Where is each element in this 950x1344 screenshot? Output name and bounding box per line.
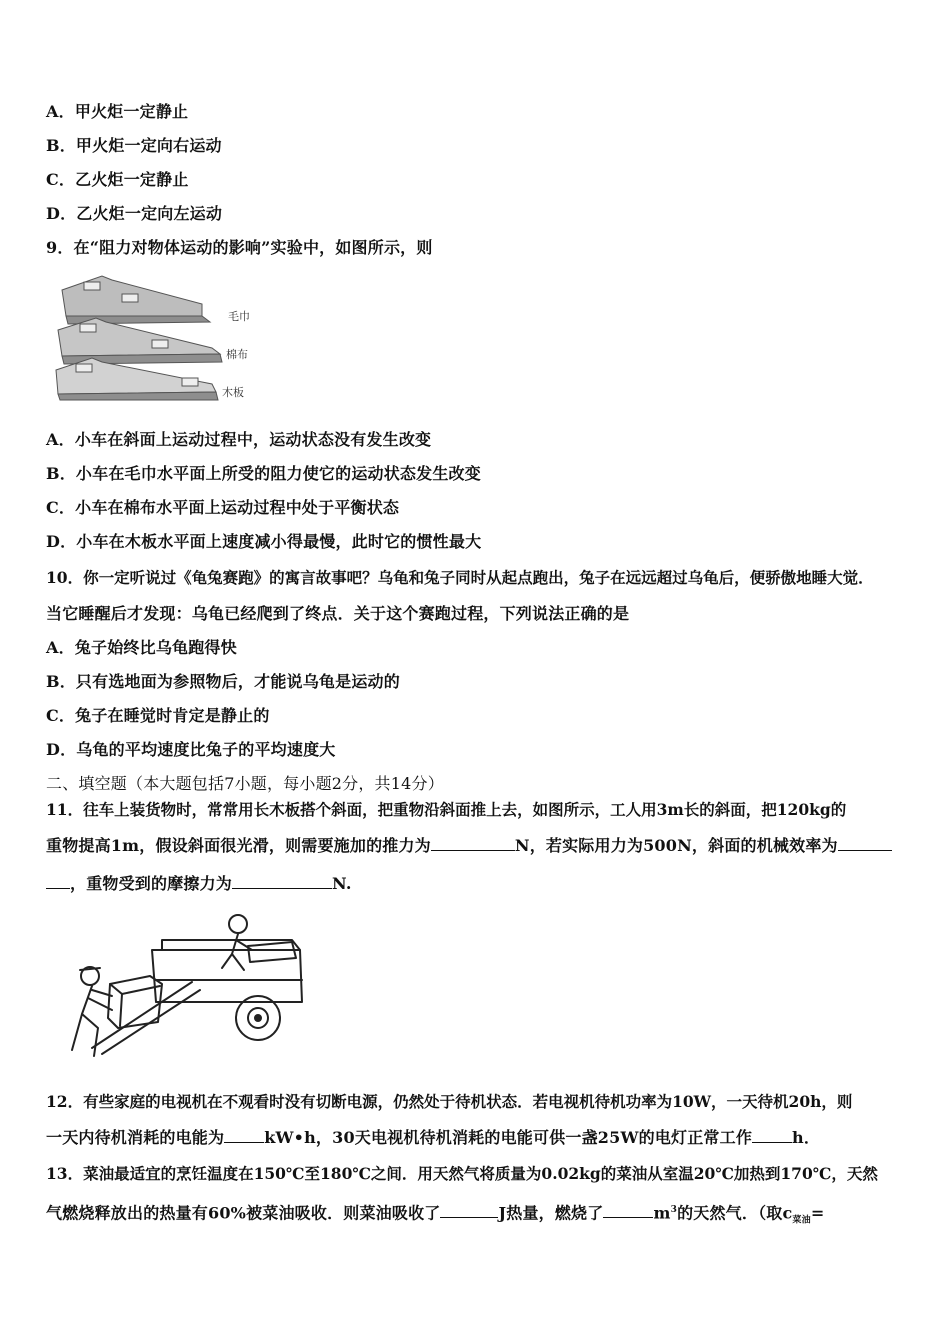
q11-line2	[46, 836, 892, 856]
q13-blank-volume	[603, 1203, 653, 1218]
q9-stem: 9．在“阻力对物体运动的影响”实验中，如图所示，则	[46, 238, 433, 257]
q13-text-a: 气燃烧释放出的热量有60%被菜油吸收．则菜油吸收了	[46, 1203, 441, 1223]
q11-text-b: N，若实际用力为500N，斜面的机械效率为	[514, 836, 838, 855]
q8-option-b: B．甲火炬一定向右运动	[46, 136, 222, 155]
q12-text-b: kW•h，30天电视机待机消耗的电能可供一盏25W的电灯正常工作	[264, 1128, 753, 1147]
q13-line1: 13．菜油最适宜的烹饪温度在150℃至180℃之间．用天然气将质量为0.02kg的菜油从室温20℃加热到170℃，天然	[46, 1164, 878, 1183]
q13-blank-heat	[440, 1203, 498, 1218]
q11-text-a: 重物提高1m，假设斜面很光滑，则需要施加的推力为	[46, 836, 431, 855]
q8-option-d: D．乙火炬一定向左运动	[46, 204, 223, 223]
q11-line1: 11．往车上装货物时，常常用长木板搭个斜面，把重物沿斜面推上去，如图所示，工人用3m长的斜面，把120kg的	[46, 800, 847, 819]
q11-blank-efficiency-cont	[46, 874, 70, 889]
q13-subscript-oil: 菜油	[792, 1215, 811, 1226]
q12-text-a: 一天内待机消耗的电能为	[46, 1128, 225, 1147]
q10-option-c: C．兔子在睡觉时肯定是静止的	[46, 706, 270, 725]
q13-text-d: 的天然气．（取c	[677, 1203, 793, 1223]
q12-line1: 12．有些家庭的电视机在不观看时没有切断电源，仍然处于待机状态．若电视机待机功率为10W，一天待机20h，则	[46, 1092, 853, 1111]
q9-label-cotton: 棉布	[226, 348, 248, 361]
q9-option-b: B．小车在毛巾水平面上所受的阻力使它的运动状态发生改变	[46, 464, 481, 483]
q8-option-c: C．乙火炬一定静止	[46, 170, 189, 189]
q11-figure-loading-truck	[52, 910, 308, 1070]
q13-text-c: m	[653, 1203, 671, 1223]
q11-text-d: N.	[332, 874, 352, 893]
q9-option-c: C．小车在棉布水平面上运动过程中处于平衡状态	[46, 498, 400, 517]
q11-text-c: ，重物受到的摩擦力为	[70, 874, 233, 893]
q11-blank-efficiency	[838, 836, 892, 851]
q9-figure	[52, 272, 262, 402]
q13-unit-exponent: 3	[670, 1205, 678, 1215]
q9-option-d: D．小车在木板水平面上速度减小得最慢，此时它的惯性最大	[46, 532, 482, 551]
q13-text-e: =	[810, 1203, 825, 1223]
q12-text-c: h．	[792, 1128, 821, 1147]
q10-stem-line2: 当它睡醒后才发现：乌龟已经爬到了终点．关于这个赛跑过程，下列说法正确的是	[46, 604, 630, 623]
q11-blank-push-force	[431, 836, 515, 851]
q12-blank-hours	[752, 1128, 792, 1143]
q10-stem-line1: 10．你一定听说过《龟兔赛跑》的寓言故事吧？乌龟和兔子同时从起点跑出，兔子在远远超过乌龟后，便骄傲地睡大觉．	[46, 568, 874, 587]
q13-line2	[46, 1200, 824, 1231]
q11-blank-friction	[232, 874, 332, 889]
q9-label-towel: 毛巾	[228, 310, 250, 323]
q8-option-a: A．甲火炬一定静止	[46, 102, 189, 121]
q13-text-b: J热量，燃烧了	[498, 1203, 604, 1223]
q10-option-d: D．乌龟的平均速度比兔子的平均速度大	[46, 740, 336, 759]
q9-option-a: A．小车在斜面上运动过程中，运动状态没有发生改变	[46, 430, 432, 449]
q10-option-a: A．兔子始终比乌龟跑得快	[46, 638, 237, 657]
q12-line2	[46, 1128, 820, 1148]
q10-option-b: B．只有选地面为参照物后，才能说乌龟是运动的	[46, 672, 400, 691]
q9-label-wood: 木板	[222, 386, 244, 399]
section2-title: 二、填空题（本大题包括7小题，每小题2分，共14分）	[46, 774, 444, 793]
q11-line3	[46, 874, 352, 894]
q12-blank-energy	[224, 1128, 264, 1143]
